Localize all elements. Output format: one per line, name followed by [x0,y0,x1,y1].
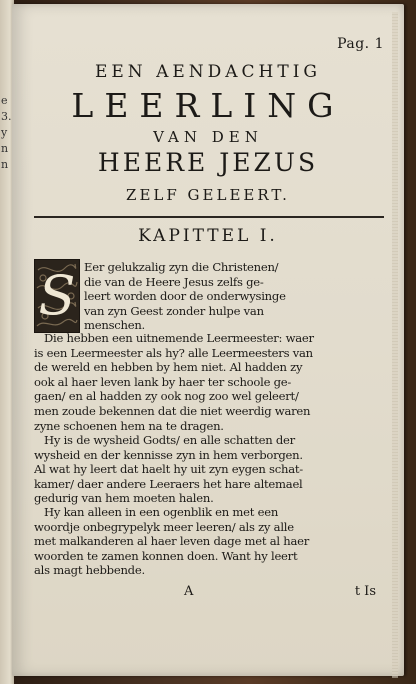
text-line: kamer/ daer andere Leeraers het hare altemael [34,476,303,491]
text-line: men zoude bekennen dat die niet weerdig waren [34,403,311,418]
text-line: met malkanderen al haer leven dage met al haer [34,534,310,549]
drop-cap-letter: S [38,264,76,327]
text-line: woordje onbegrypelyk meer leeren/ als zy alle [34,519,294,534]
text-line: Hy is de wysheid Godts/ en alle schatten der [44,433,295,447]
text-line: van zyn Geest zonder hulpe van [84,303,264,318]
previous-page-fragment: y [1,126,8,139]
paragraph-3 [34,433,386,506]
title-line-4: HEERE JEZUS [97,148,319,177]
book-page [12,4,404,676]
signature-mark: A [184,584,194,599]
text-line: Hy kan alleen in een ogenblik en met een [44,505,279,519]
text-line: Eer gelukzalig zyn die Christenen/ [84,260,279,274]
title-line-1: EEN AENDACHTIG [94,62,322,82]
text-line: Die hebben een uitnemende Leermeester: waer [44,331,314,345]
text-line: woorden te zamen konnen doen. Want hy leert [34,548,298,563]
text-line: is een Leermeester als hy? alle Leermeesters van [34,345,313,360]
text-line: ook al haer leven lank by haer ter schoole ge- [34,374,292,389]
catchword: t Is [354,584,376,599]
text-line: leert worden door de onderwysinge [84,289,286,304]
paragraph-2 [34,331,386,433]
chapter-heading: KAPITTEL I. [138,226,278,246]
title-line-2: LEERLING [71,86,345,125]
title-line-3: VAN DEN [153,128,263,146]
previous-page-fragment: n [1,142,9,155]
text-line: wysheid en der kennisse zyn in hem verborgen. [34,447,303,462]
title-divider-rule [34,216,384,218]
text-line: menschen. [84,318,145,333]
text-line: als magt hebbende. [34,563,145,578]
text-line: gedurig van hem moeten halen. [34,491,214,506]
paragraph-4 [34,505,386,578]
previous-page-fragment: e [1,94,8,107]
text-line: de wereld en hebben by hem niet. Al hadden zy [34,360,303,375]
text-line: Al wat hy leert dat haelt hy uit zyn eygen schat- [34,462,303,477]
paragraph-1 [34,260,386,333]
title-line-5: ZELF GELEERT. [126,186,290,204]
text-line: zyne schoenen hem na te dragen. [34,418,224,433]
previous-page-fragment: n [1,158,9,171]
page-number: Pag. 1 [337,36,384,52]
text-line: gaen/ en al hadden zy ook nog zoo wel geleert/ [34,389,299,404]
text-line: die van de Heere Jesus zelfs ge- [84,274,264,289]
previous-page-fragment: 3. [1,110,12,123]
